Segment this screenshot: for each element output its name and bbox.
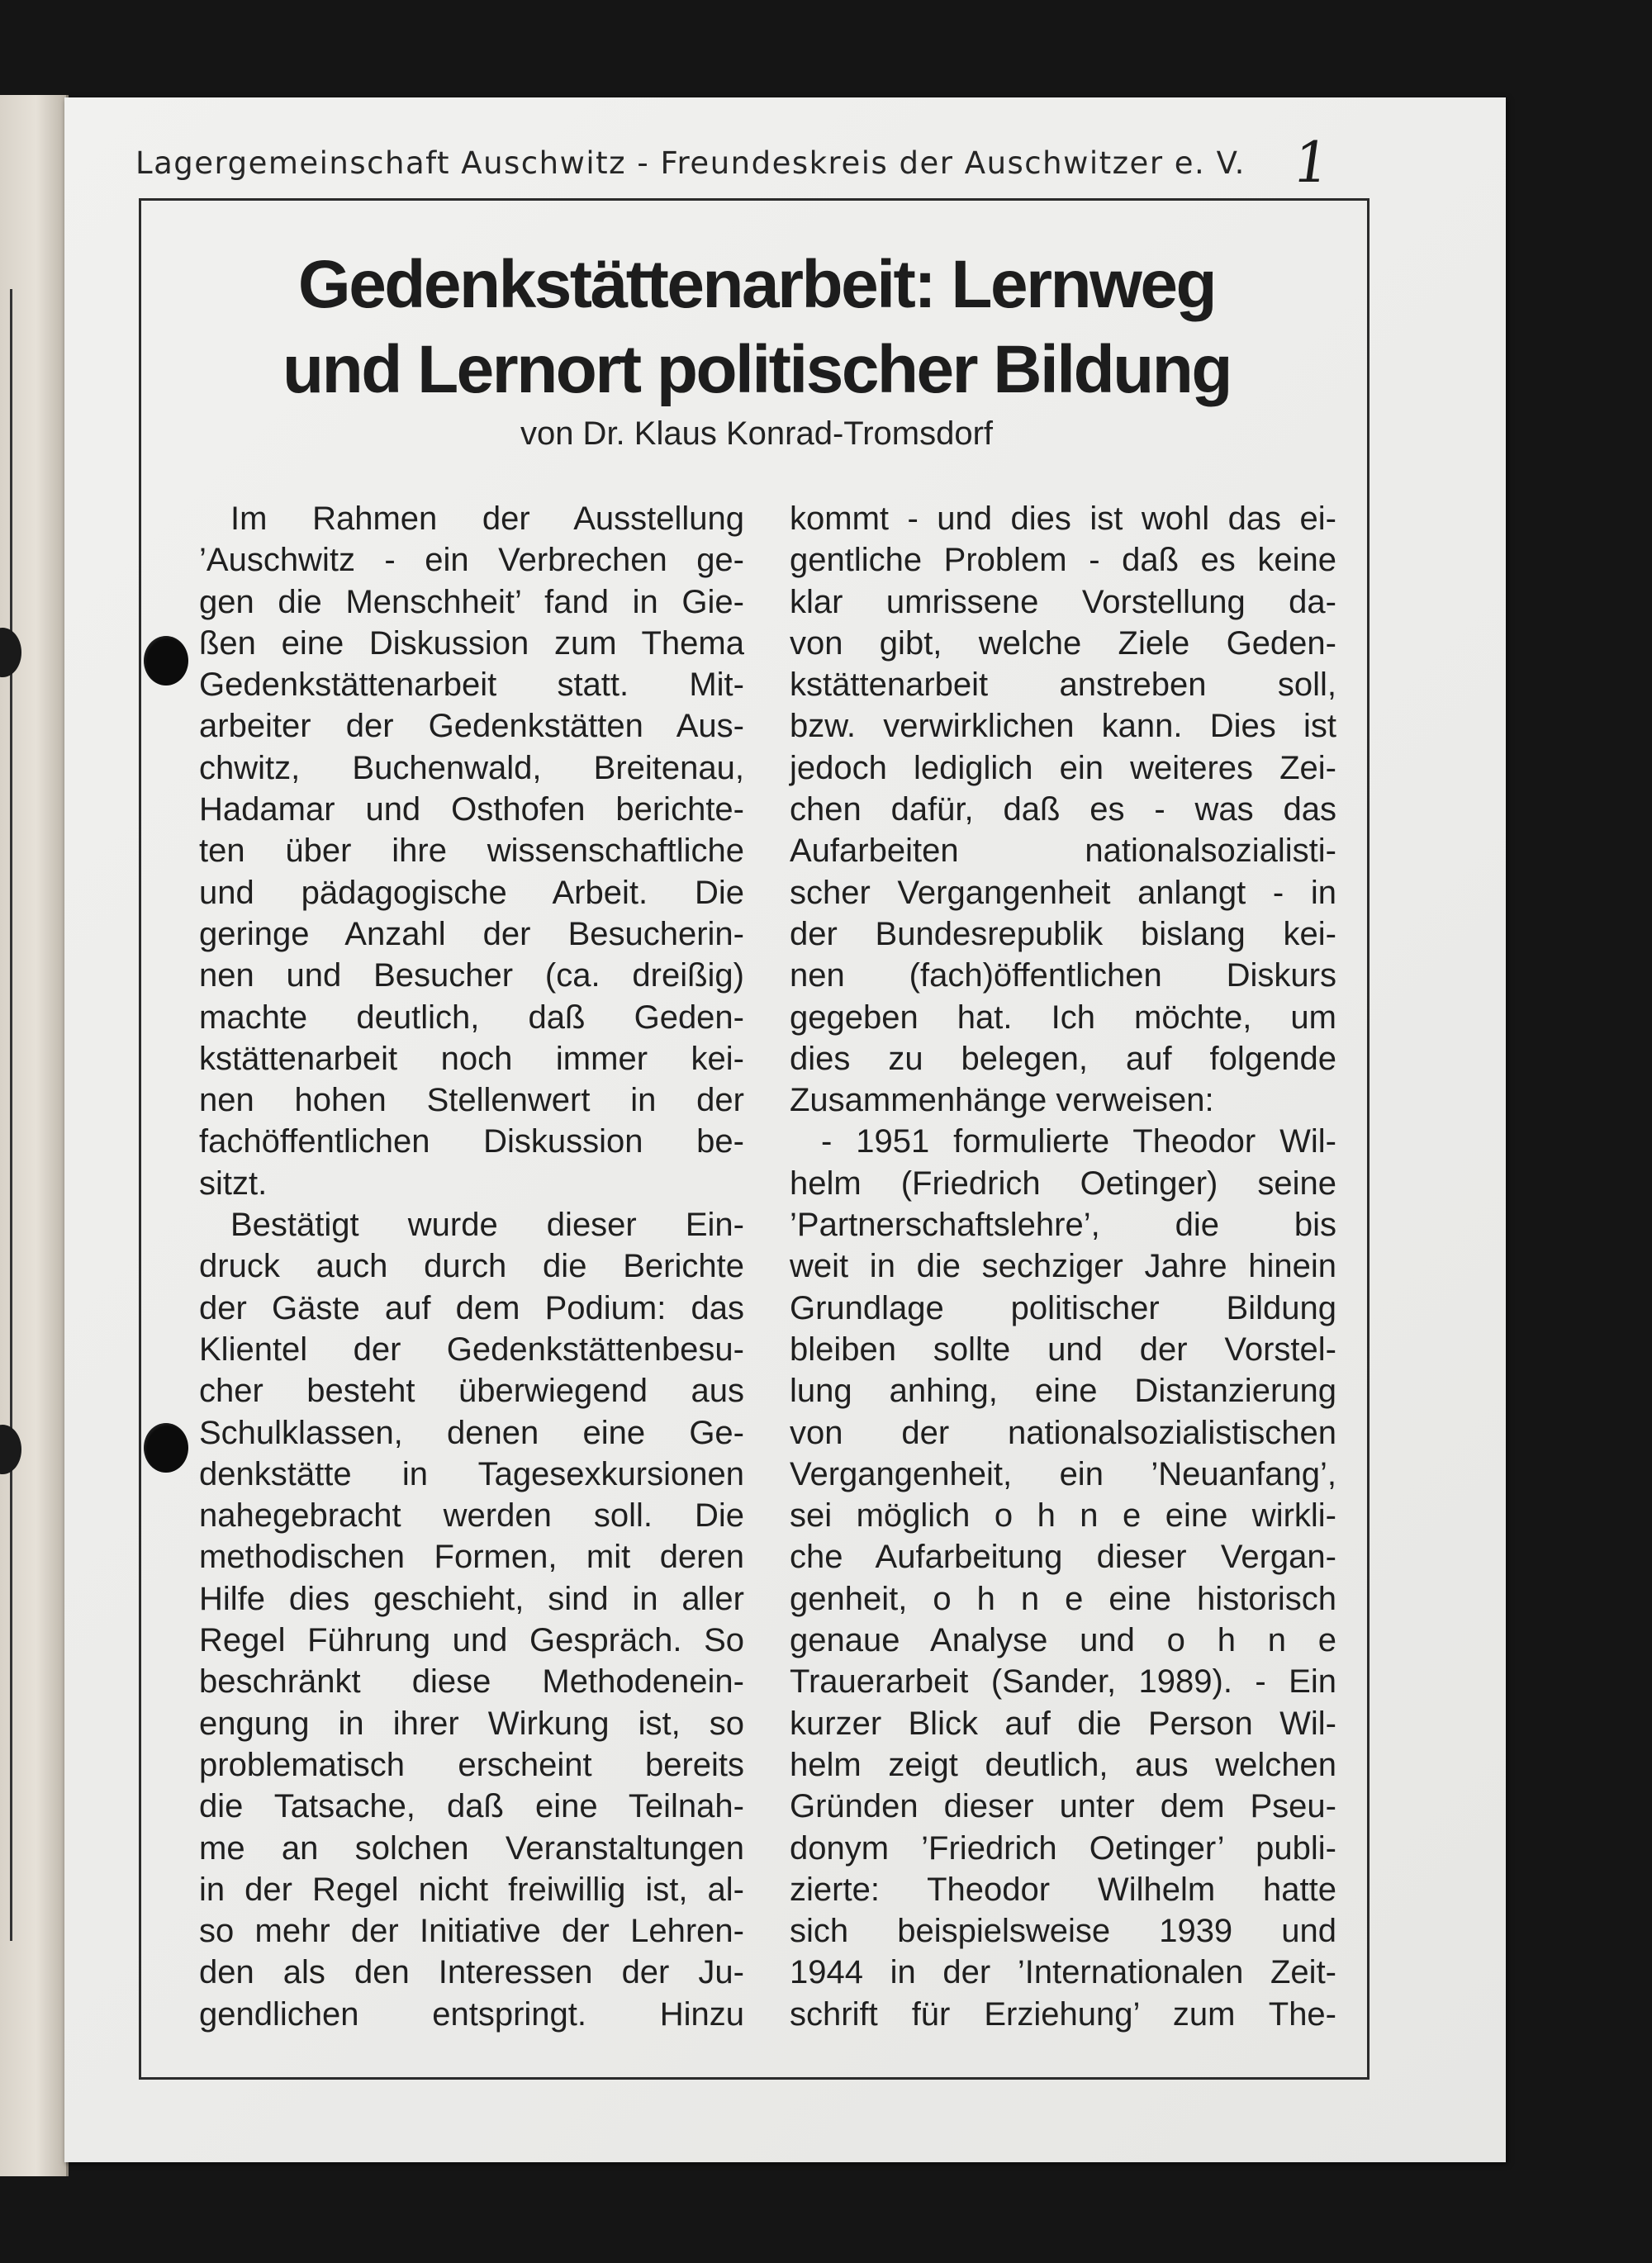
text-line: Aufarbeiten nationalsozialisti-	[790, 833, 1336, 870]
text-line: kstättenarbeit anstreben soll,	[790, 667, 1336, 704]
text-line: me an solchen Veranstaltungen	[199, 1829, 744, 1867]
text-line: Im Rahmen der Ausstellung	[230, 501, 744, 537]
text-line: engung in ihrer Wirkung ist, so	[199, 1705, 744, 1742]
text-line: Klientel der Gedenkstättenbesu-	[199, 1331, 744, 1368]
text-line: Schulklassen, denen eine Ge-	[199, 1414, 744, 1451]
text-line: Trauerarbeit (Sander, 1989). - Ein	[790, 1663, 1336, 1701]
text-line: fachöffentlichen Diskussion be-	[199, 1123, 744, 1160]
text-line: sitzt.	[199, 1165, 268, 1202]
running-header: Lagergemeinschaft Auschwitz - Freundeskreis der Auschwitzer e. V.	[135, 145, 1246, 181]
text-line: cher besteht überwiegend aus	[199, 1373, 744, 1410]
right-text-column	[790, 498, 1336, 2035]
text-line: Regel Führung und Gespräch. So	[199, 1622, 744, 1659]
text-line: schrift für Erziehung’ zum The-	[790, 1995, 1336, 2033]
text-line: sich beispielsweise 1939 und	[790, 1913, 1336, 1950]
text-line: bleiben sollte und der Vorstel-	[790, 1331, 1336, 1368]
text-line: genheit, o h n e eine historisch	[790, 1580, 1336, 1617]
text-line: Gründen dieser unter dem Pseu-	[790, 1788, 1336, 1825]
text-line: gendlichen entspringt. Hinzu	[199, 1995, 744, 2033]
text-line: von der nationalsozialistischen	[790, 1414, 1336, 1451]
article-title-line: Gedenkstättenarbeit: Lernweg	[297, 247, 1216, 322]
text-line: problematisch erscheint bereits	[199, 1746, 744, 1783]
text-line: der Gäste auf dem Podium: das	[199, 1289, 744, 1326]
text-line: ßen eine Diskussion zum Thema	[199, 624, 744, 662]
article-title	[141, 242, 1372, 412]
text-line: nahegebracht werden soll. Die	[199, 1497, 744, 1535]
text-line: 1944 in der ’Internationalen Zeit-	[790, 1954, 1336, 1991]
text-line: gen die Menschheit’ fand in Gie-	[199, 583, 744, 620]
text-line: Gedenkstättenarbeit statt. Mit-	[199, 667, 744, 704]
text-line: chwitz, Buchenwald, Breitenau,	[199, 749, 744, 786]
handwritten-page-number: 1	[1289, 130, 1334, 196]
text-line: denkstätte in Tagesexkursionen	[199, 1455, 744, 1492]
left-text-column	[199, 498, 744, 2035]
text-line: arbeiter der Gedenkstätten Aus-	[199, 708, 744, 745]
text-line: dies zu belegen, auf folgende	[790, 1040, 1336, 1077]
text-line: die Tatsache, daß eine Teilnah-	[199, 1788, 744, 1825]
text-line: scher Vergangenheit anlangt - in	[790, 874, 1336, 911]
text-line: so mehr der Initiative der Lehren-	[199, 1913, 744, 1950]
text-line: klar umrissene Vorstellung da-	[790, 583, 1336, 620]
binder-punch-hole	[144, 636, 188, 686]
text-line: Hilfe dies geschieht, sind in aller	[199, 1580, 744, 1617]
text-line: Zusammenhänge verweisen:	[790, 1082, 1214, 1119]
text-line: sei möglich o h n e eine wirkli-	[790, 1497, 1336, 1535]
text-line: kommt - und dies ist wohl das ei-	[790, 501, 1336, 537]
text-line: geringe Anzahl der Besucherin-	[199, 915, 744, 952]
text-line: methodischen Formen, mit deren	[199, 1539, 744, 1576]
text-line: - 1951 formulierte Theodor Wil-	[821, 1123, 1336, 1160]
previous-page-punch-hole	[0, 1425, 21, 1474]
text-line: zierte: Theodor Wilhelm hatte	[790, 1871, 1336, 1908]
text-line: genaue Analyse und o h n e	[790, 1622, 1336, 1659]
text-line: lung anhing, eine Distanzierung	[790, 1373, 1336, 1410]
text-line: jedoch lediglich ein weiteres Zei-	[790, 749, 1336, 786]
text-line: donym ’Friedrich Oetinger’ publi-	[790, 1829, 1336, 1867]
text-line: von gibt, welche Ziele Geden-	[790, 624, 1336, 662]
article-title-line: und Lernort politischer Bildung	[282, 332, 1231, 407]
text-line: helm (Friedrich Oetinger) seine	[790, 1165, 1336, 1202]
text-line: machte deutlich, daß Geden-	[199, 999, 744, 1036]
text-line: Bestätigt wurde dieser Ein-	[230, 1207, 744, 1244]
document-page	[64, 97, 1506, 2162]
text-line: Grundlage politischer Bildung	[790, 1289, 1336, 1326]
text-line: und pädagogische Arbeit. Die	[199, 874, 744, 911]
text-line: ’Partnerschaftslehre’, die bis	[790, 1207, 1336, 1244]
text-line: druck auch durch die Berichte	[199, 1248, 744, 1285]
text-line: chen dafür, daß es - was das	[790, 791, 1336, 828]
text-line: Vergangenheit, ein ’Neuanfang’,	[790, 1455, 1336, 1492]
previous-page-edge	[0, 95, 69, 2176]
previous-page-punch-hole	[0, 628, 21, 677]
text-line: Hadamar und Osthofen berichte-	[199, 791, 744, 828]
text-line: bzw. verwirklichen kann. Dies ist	[790, 708, 1336, 745]
text-line: che Aufarbeitung dieser Vergan-	[790, 1539, 1336, 1576]
article-byline: von Dr. Klaus Konrad-Tromsdorf	[520, 415, 994, 452]
text-line: ’Auschwitz - ein Verbrechen ge-	[199, 542, 744, 579]
text-line: kurzer Blick auf die Person Wil-	[790, 1705, 1336, 1742]
text-line: nen (fach)öffentlichen Diskurs	[790, 957, 1336, 994]
text-line: nen und Besucher (ca. dreißig)	[199, 957, 744, 994]
text-line: gegeben hat. Ich möchte, um	[790, 999, 1336, 1036]
text-line: beschränkt diese Methodenein-	[199, 1663, 744, 1701]
text-line: weit in die sechziger Jahre hinein	[790, 1248, 1336, 1285]
text-line: der Bundesrepublik bislang kei-	[790, 915, 1336, 952]
text-line: nen hohen Stellenwert in der	[199, 1082, 744, 1119]
text-line: helm zeigt deutlich, aus welchen	[790, 1746, 1336, 1783]
article-frame	[139, 198, 1370, 2080]
text-line: den als den Interessen der Ju-	[199, 1954, 744, 1991]
previous-page-border-rule	[0, 289, 12, 1941]
text-line: in der Regel nicht freiwillig ist, al-	[199, 1871, 744, 1908]
text-line: gentliche Problem - daß es keine	[790, 542, 1336, 579]
text-line: kstättenarbeit noch immer kei-	[199, 1040, 744, 1077]
text-line: ten über ihre wissenschaftliche	[199, 833, 744, 870]
binder-punch-hole	[144, 1423, 188, 1473]
